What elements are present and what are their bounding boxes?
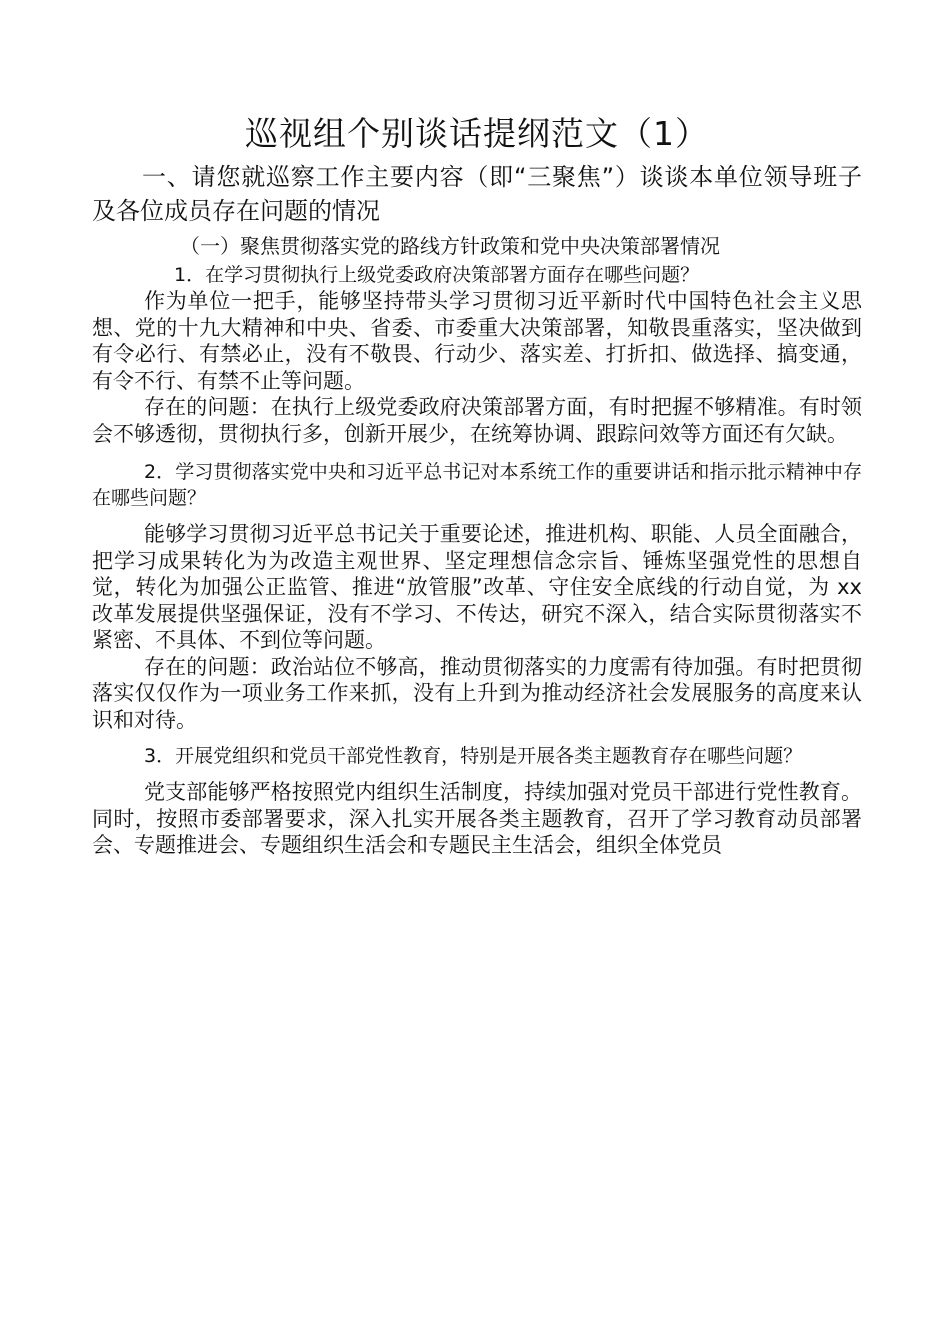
document-page [92,108,862,859]
question-3: 3．开展党组织和党员干部党性教育，特别是开展各类主题教育存在哪些问题？ [144,745,803,767]
answer-3: 党支部能够严格按照党内组织生活制度，持续加强对党员干部进行党性教育。同时，按照市委部署要求，深入扎实开展各类主题教育，召开了学习教育动员部署会、专题推进会、专题组织生活会和专题民主生活会，组织全体党员 [92,780,862,857]
problem-1: 存在的问题：在执行上级党委政府决策部署方面，有时把握不够精准。有时领会不够透彻，贯彻执行多，创新开展少，在统筹协调、跟踪问效等方面还有欠缺。 [92,395,862,446]
question-1: 1．在学习贯彻执行上级党委政府决策部署方面存在哪些问题？ [174,264,700,286]
question-2: 2．学习贯彻落实党中央和习近平总书记对本系统工作的重要讲话和指示批示精神中存在哪些问题？ [92,461,862,509]
spacer [92,769,862,779]
answer-1: 作为单位一把手，能够坚持带头学习贯彻习近平新时代中国特色社会主义思想、党的十九大精神和中央、省委、市委重大决策部署，知敬畏重落实，坚决做到有令必行、有禁必止，没有不敬畏、行动少、落实差、打折扣、做选择、搞变通，有令不行、有禁不止等问题。 [92,289,862,393]
page-title: 巡视组个别谈话提纲范文（1） [245,114,709,153]
answer-2: 能够学习贯彻习近平总书记关于重要论述，推进机构、职能、人员全面融合，把学习成果转化为为改造主观世界、坚定理想信念宗旨、锤炼坚强党性的思想自觉，转化为加强公正监管、推进“放管服”改革、守住安全底线的行动自觉，为 xx 改革发展提供坚强保证，没有不学习、不传达，研究不深入，结合实际贯彻落实不紧密、不具体、不到位等问题。 [92,522,862,652]
problem-2: 存在的问题：政治站位不够高，推动贯彻落实的力度需有待加强。有时把贯彻落实仅仅作为一项业务工作来抓，没有上升到为推动经济社会发展服务的高度来认识和对待。 [92,654,862,732]
spacer [92,447,862,459]
spacer [92,733,862,743]
section-heading-1: 一、请您就巡察工作主要内容（即“三聚焦”）谈谈本单位领导班子及各位成员存在问题的情况 [92,163,862,225]
subsection-heading-1: （一）聚焦贯彻落实党的路线方针政策和党中央决策部署情况 [180,234,720,258]
spacer [92,511,862,521]
